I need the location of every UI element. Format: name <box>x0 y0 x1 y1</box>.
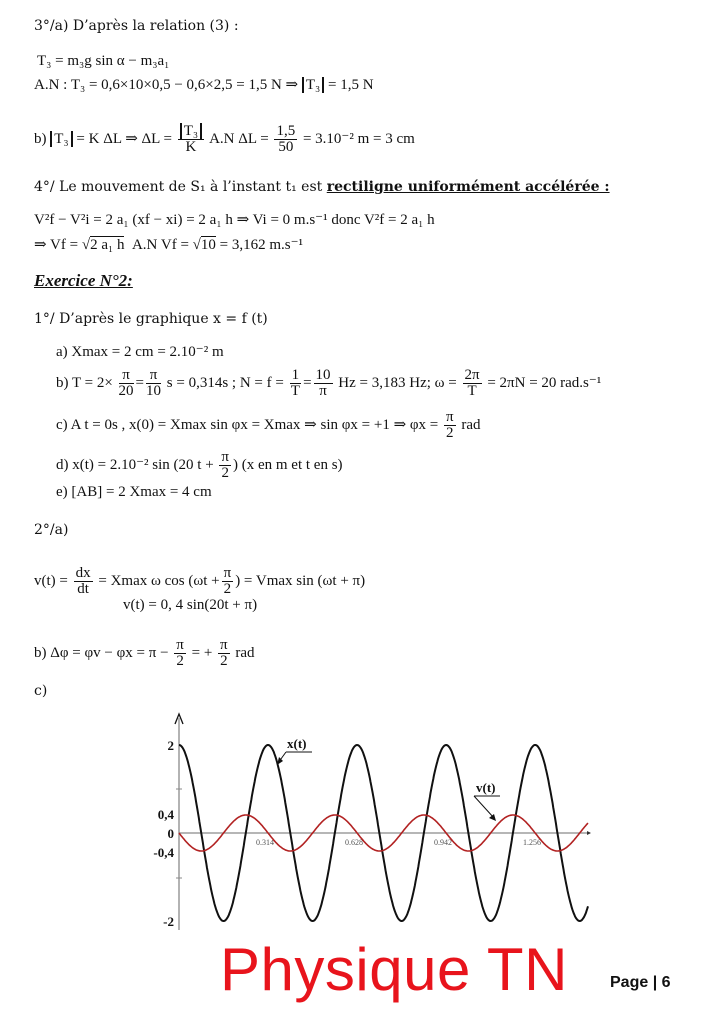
fraction-numerator: 1,5 <box>276 123 296 139</box>
fraction-numerator: π <box>119 368 134 384</box>
fraction-numerator: 1 <box>291 367 300 383</box>
item-e: e) [AB] = 2 Xmax = 4 cm <box>56 484 212 500</box>
page-number: Page | 6 <box>610 974 671 991</box>
fraction-denominator: 2 <box>176 653 184 669</box>
arrow-icon <box>489 814 496 821</box>
svg-text:v(t): v(t) <box>476 780 496 795</box>
fraction-numerator: π <box>223 565 232 581</box>
y-tick-label: -2 <box>163 914 174 929</box>
sqrt-content: 2 a₁ h <box>90 237 125 253</box>
an-prefix: A.N : <box>34 77 68 93</box>
velocity-equation-1: V²f − V²i = 2 a₁ (xf − xi) = 2 a₁ h ⇒ Vi = 0 m.s⁻¹ donc V²f = 2 a₁ h <box>34 212 435 228</box>
fraction-numerator: π <box>146 368 161 384</box>
fraction-numerator: π <box>220 637 228 653</box>
question-1-heading: 1°/ D’après le graphique x = f (t) <box>34 311 268 327</box>
an-calc: T₃ = 0,6×10×0,5 − 0,6×2,5 = 1,5 N ⇒ <box>70 77 299 93</box>
phase-prefix: b) Δφ = φv − φx = π − <box>34 644 169 661</box>
fraction-denominator: K <box>185 139 197 155</box>
fraction-denominator: 2 <box>446 425 454 441</box>
x-axis-arrow-icon <box>587 831 591 835</box>
fraction-numerator: 2π <box>464 367 480 383</box>
fraction-numerator: dx <box>75 565 91 581</box>
fraction-denominator: dt <box>77 581 89 597</box>
item-a: a) Xmax = 2 cm = 2.10⁻² m <box>56 344 224 360</box>
vector-t3-symbol: T₃ <box>54 130 69 147</box>
y-tick-label: 0,4 <box>157 807 174 822</box>
sqrt-icon: √ <box>81 237 91 253</box>
v-eq-prefix: v(t) = <box>34 572 68 589</box>
fraction-numerator: 10 <box>315 367 331 383</box>
fraction-denominator: 50 <box>278 139 294 155</box>
v-eq-end: ) = Vmax sin (ωt + π) <box>235 572 366 589</box>
item-c-prefix: c) A t = 0s , x(0) = Xmax sin φx = Xmax ⇒ sin φx = +1 ⇒ φx = <box>56 416 439 433</box>
phase-mid: = + <box>191 644 213 661</box>
section4-heading-emphasis: rectiligne uniformément accélérée : <box>326 179 610 195</box>
item-b-prefix: b) T = 2× <box>56 374 113 391</box>
sqrt-icon: √ <box>192 237 201 253</box>
x-tick-labels <box>256 838 541 847</box>
vector-t3-symbol: T₃ <box>305 77 321 93</box>
annotation-v <box>474 780 500 821</box>
item-d-prefix: d) x(t) = 2.10⁻² sin (20 t + <box>56 456 214 473</box>
fraction-denominator: 2 <box>223 581 232 597</box>
fraction-denominator: 2 <box>221 465 229 481</box>
fraction-denominator: T <box>467 383 477 399</box>
fraction-numerator: π <box>446 409 454 425</box>
eq2-prefix: ⇒ Vf = <box>34 237 79 253</box>
item-d-end: ) (x en m et t en s) <box>232 456 343 473</box>
y-tick-label: 0 <box>167 826 174 841</box>
section4-heading-text: 4°/ Le mouvement de S₁ à l’instant t₁ est <box>34 179 323 195</box>
fraction-denominator: 20 <box>118 383 134 399</box>
vector-t3-symbol: T₃ <box>183 123 199 139</box>
v-eq-mid: = Xmax ω cos (ωt + <box>98 572 220 589</box>
eq2-result: = 3,162 m.s⁻¹ <box>219 237 304 253</box>
b-an-label: A.N ΔL = <box>209 130 269 147</box>
fraction-denominator: T <box>290 383 300 399</box>
item-c-label: c) <box>34 683 48 699</box>
b-equation: = K ΔL ⇒ ΔL = <box>76 130 172 147</box>
x-tick-label: 1.256 <box>523 838 541 847</box>
fraction-numerator: π <box>176 637 184 653</box>
x-tick-label: 0.942 <box>434 838 452 847</box>
svg-text:x(t): x(t) <box>287 736 307 751</box>
b-result: = 3.10⁻² m = 3 cm <box>302 130 415 147</box>
y-tick-label: 2 <box>167 738 174 753</box>
item-c-end: rad <box>461 416 481 433</box>
exercise-2-title: Exercice N°2: <box>34 271 133 290</box>
x-tick-label: 0.314 <box>256 838 274 847</box>
item-b-mid2: Hz = 3,183 Hz; ω = <box>338 374 457 391</box>
section3-heading: 3°/a) D’après la relation (3) : <box>34 18 239 34</box>
brand-logo-text: Physique TN <box>220 936 568 1003</box>
question-2-heading: 2°/a) <box>34 522 69 538</box>
phase-end: rad <box>235 644 255 661</box>
annotation-x <box>277 736 312 765</box>
b-label: b) <box>34 130 47 147</box>
fraction-denominator: 2 <box>220 653 228 669</box>
fraction-numerator: π <box>221 449 229 465</box>
eq2-an: A.N Vf = <box>131 237 189 253</box>
velocity-equation-numeric: v(t) = 0, 4 sin(20t + π) <box>123 597 258 613</box>
t3-formula: T₃ = m₃g sin α − m₃a₁ <box>37 53 170 69</box>
chart-axes <box>175 714 591 930</box>
item-b-end: = 2πN = 20 rad.s⁻¹ <box>487 374 602 391</box>
an-result: = 1,5 N <box>328 77 374 93</box>
x-tick-label: 0.628 <box>345 838 363 847</box>
item-b: b) T = 2× $\frac{\pi}{20}$ = $\frac{\pi}{10}$ s = 0,314s ; N = f = $\frac{1}{T}$ = $\frac{10}{\pi}$ Hz = 3,183 Hz; ω = $\frac{2\pi}{T}$ = 2πN = 20 rad.s⁻¹ <box>56 367 602 399</box>
fraction-denominator: 10 <box>146 383 162 399</box>
sqrt-content: 10 <box>200 237 216 253</box>
item-b-mid: s = 0,314s ; N = f = <box>166 374 284 391</box>
fraction-denominator: π <box>319 383 327 399</box>
y-tick-label: -0,4 <box>153 845 174 860</box>
y-tick-labels <box>153 738 174 929</box>
